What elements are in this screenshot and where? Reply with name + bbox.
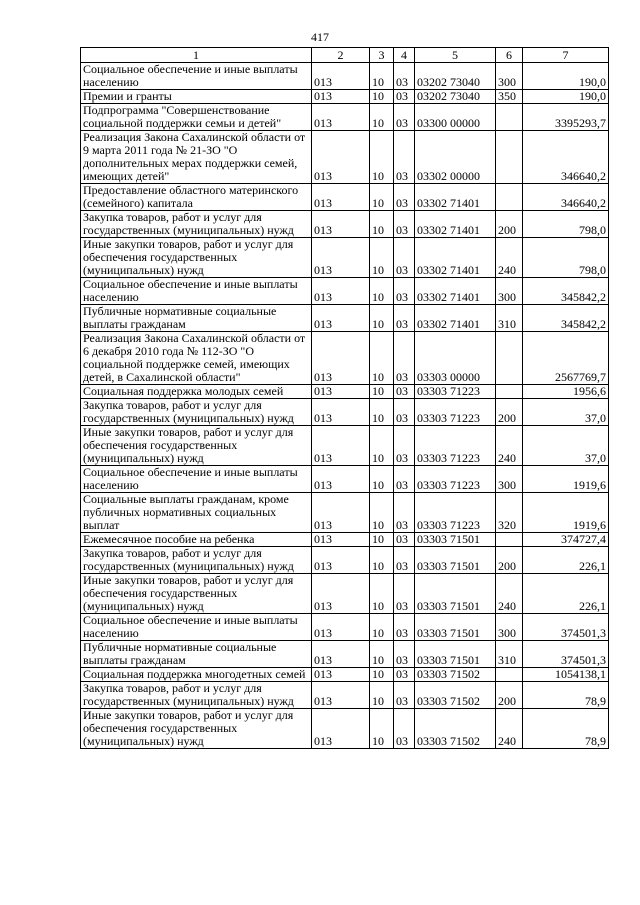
row-target-article: 03303 71223 [415,399,496,426]
table-row [81,547,609,574]
row-admin-code: 013 [312,305,370,332]
row-name: Премии и гранты [81,90,312,104]
row-target-article: 03302 71401 [415,211,496,238]
row-expense-type [496,533,523,547]
row-target-article: 03302 71401 [415,278,496,305]
row-target-article: 03302 71401 [415,238,496,278]
row-section: 10 [370,211,394,238]
row-admin-code: 013 [312,104,370,131]
header-row [81,48,609,63]
row-subsection: 03 [394,574,415,614]
row-subsection: 03 [394,238,415,278]
row-target-article: 03303 71223 [415,466,496,493]
row-amount: 1919,6 [523,466,609,493]
row-amount: 374501,3 [523,641,609,668]
table-row [81,104,609,131]
row-section: 10 [370,184,394,211]
row-target-article: 03303 71501 [415,574,496,614]
row-admin-code: 013 [312,533,370,547]
table-row [81,641,609,668]
row-section: 10 [370,682,394,709]
row-name: Иные закупки товаров, работ и услуг для обеспечения государственных (муниципальных) нужд [81,238,312,278]
row-section: 10 [370,238,394,278]
row-section: 10 [370,641,394,668]
row-subsection: 03 [394,385,415,399]
row-amount: 37,0 [523,426,609,466]
row-expense-type: 320 [496,493,523,533]
row-name: Социальное обеспечение и иные выплаты населению [81,466,312,493]
row-section: 10 [370,104,394,131]
row-name: Реализация Закона Сахалинской области от 6 декабря 2010 года № 112-ЗО "О социальной поддержке семей, имеющих детей, в Сахалинской области" [81,332,312,385]
row-amount: 345842,2 [523,305,609,332]
row-subsection: 03 [394,211,415,238]
row-admin-code: 013 [312,238,370,278]
row-admin-code: 013 [312,614,370,641]
row-expense-type [496,104,523,131]
table-row [81,493,609,533]
table-row [81,238,609,278]
table-row [81,668,609,682]
row-target-article: 03202 73040 [415,90,496,104]
row-target-article: 03300 00000 [415,104,496,131]
row-section: 10 [370,399,394,426]
table-row [81,305,609,332]
row-amount: 2567769,7 [523,332,609,385]
row-admin-code: 013 [312,426,370,466]
row-admin-code: 013 [312,574,370,614]
row-expense-type: 300 [496,278,523,305]
col-header-target: 5 [415,48,496,63]
row-expense-type: 200 [496,399,523,426]
row-name: Иные закупки товаров, работ и услуг для обеспечения государственных (муниципальных) нужд [81,709,312,749]
row-admin-code: 013 [312,90,370,104]
row-subsection: 03 [394,305,415,332]
row-expense-type [496,385,523,399]
table-row [81,332,609,385]
row-expense-type [496,332,523,385]
row-expense-type: 240 [496,426,523,466]
row-section: 10 [370,547,394,574]
row-name: Ежемесячное пособие на ребенка [81,533,312,547]
page-number: 417 [311,30,329,44]
row-admin-code: 013 [312,466,370,493]
row-name: Социальные выплаты гражданам, кроме публичных нормативных социальных выплат [81,493,312,533]
row-amount: 374727,4 [523,533,609,547]
row-expense-type: 310 [496,641,523,668]
row-amount: 226,1 [523,574,609,614]
row-admin-code: 013 [312,493,370,533]
row-admin-code: 013 [312,641,370,668]
row-amount: 78,9 [523,709,609,749]
row-section: 10 [370,305,394,332]
row-target-article: 03202 73040 [415,63,496,90]
row-admin-code: 013 [312,385,370,399]
row-expense-type: 350 [496,90,523,104]
row-subsection: 03 [394,466,415,493]
row-amount: 798,0 [523,211,609,238]
row-name: Закупка товаров, работ и услуг для государственных (муниципальных) нужд [81,399,312,426]
row-target-article: 03303 71223 [415,426,496,466]
row-target-article: 03302 00000 [415,131,496,184]
row-expense-type [496,668,523,682]
row-subsection: 03 [394,63,415,90]
row-name: Закупка товаров, работ и услуг для государственных (муниципальных) нужд [81,547,312,574]
col-header-name: 1 [81,48,312,63]
budget-table [80,47,609,749]
table-row [81,426,609,466]
row-target-article: 03303 71502 [415,709,496,749]
row-name: Публичные нормативные социальные выплаты гражданам [81,641,312,668]
table-row [81,63,609,90]
row-subsection: 03 [394,709,415,749]
row-name: Иные закупки товаров, работ и услуг для обеспечения государственных (муниципальных) нужд [81,574,312,614]
row-amount: 346640,2 [523,131,609,184]
row-name: Социальное обеспечение и иные выплаты населению [81,63,312,90]
row-section: 10 [370,332,394,385]
row-amount: 1919,6 [523,493,609,533]
row-amount: 798,0 [523,238,609,278]
row-name: Социальное обеспечение и иные выплаты населению [81,278,312,305]
row-admin-code: 013 [312,184,370,211]
row-subsection: 03 [394,90,415,104]
table-row [81,574,609,614]
table-row [81,533,609,547]
row-expense-type: 200 [496,211,523,238]
row-target-article: 03303 71501 [415,641,496,668]
row-admin-code: 013 [312,668,370,682]
col-header-subsection: 4 [394,48,415,63]
table-row [81,131,609,184]
row-target-article: 03303 71501 [415,614,496,641]
col-header-type: 6 [496,48,523,63]
row-target-article: 03303 71502 [415,682,496,709]
row-target-article: 03302 71401 [415,305,496,332]
table-row [81,211,609,238]
row-section: 10 [370,668,394,682]
row-amount: 190,0 [523,90,609,104]
row-amount: 374501,3 [523,614,609,641]
row-amount: 226,1 [523,547,609,574]
row-subsection: 03 [394,131,415,184]
row-admin-code: 013 [312,278,370,305]
row-subsection: 03 [394,547,415,574]
row-target-article: 03303 71223 [415,385,496,399]
row-amount: 3395293,7 [523,104,609,131]
row-target-article: 03303 71501 [415,533,496,547]
row-expense-type [496,184,523,211]
row-expense-type: 200 [496,682,523,709]
row-section: 10 [370,90,394,104]
row-admin-code: 013 [312,682,370,709]
row-subsection: 03 [394,426,415,466]
row-amount: 190,0 [523,63,609,90]
row-admin-code: 013 [312,332,370,385]
row-amount: 1956,6 [523,385,609,399]
row-subsection: 03 [394,399,415,426]
row-expense-type: 300 [496,614,523,641]
row-section: 10 [370,385,394,399]
row-subsection: 03 [394,278,415,305]
row-amount: 78,9 [523,682,609,709]
row-name: Реализация Закона Сахалинской области от 9 марта 2011 года № 21-ЗО "О дополнительных мерах поддержки семей, имеющих детей" [81,131,312,184]
row-amount: 346640,2 [523,184,609,211]
row-expense-type: 200 [496,547,523,574]
row-amount: 37,0 [523,399,609,426]
row-expense-type: 310 [496,305,523,332]
row-name: Подпрограмма "Совершенствование социальной поддержки семьи и детей" [81,104,312,131]
table-row [81,682,609,709]
table-row [81,614,609,641]
row-section: 10 [370,63,394,90]
row-section: 10 [370,533,394,547]
row-name: Социальная поддержка многодетных семей [81,668,312,682]
row-subsection: 03 [394,493,415,533]
row-expense-type: 240 [496,709,523,749]
row-subsection: 03 [394,614,415,641]
col-header-admin: 2 [312,48,370,63]
row-amount: 1054138,1 [523,668,609,682]
row-expense-type [496,131,523,184]
row-name: Публичные нормативные социальные выплаты гражданам [81,305,312,332]
row-expense-type: 240 [496,574,523,614]
row-subsection: 03 [394,533,415,547]
row-subsection: 03 [394,668,415,682]
row-section: 10 [370,131,394,184]
row-expense-type: 240 [496,238,523,278]
table-row [81,466,609,493]
row-target-article: 03303 71502 [415,668,496,682]
table-row [81,278,609,305]
row-subsection: 03 [394,682,415,709]
row-section: 10 [370,426,394,466]
row-expense-type: 300 [496,466,523,493]
row-name: Закупка товаров, работ и услуг для государственных (муниципальных) нужд [81,682,312,709]
row-name: Предоставление областного материнского (семейного) капитала [81,184,312,211]
col-header-section: 3 [370,48,394,63]
row-name: Социальное обеспечение и иные выплаты населению [81,614,312,641]
row-section: 10 [370,493,394,533]
row-admin-code: 013 [312,547,370,574]
row-subsection: 03 [394,641,415,668]
row-name: Иные закупки товаров, работ и услуг для обеспечения государственных (муниципальных) нужд [81,426,312,466]
row-admin-code: 013 [312,399,370,426]
row-subsection: 03 [394,184,415,211]
row-target-article: 03303 71223 [415,493,496,533]
row-name: Закупка товаров, работ и услуг для государственных (муниципальных) нужд [81,211,312,238]
row-section: 10 [370,466,394,493]
row-admin-code: 013 [312,131,370,184]
row-section: 10 [370,278,394,305]
row-target-article: 03302 71401 [415,184,496,211]
row-admin-code: 013 [312,63,370,90]
table-row [81,709,609,749]
row-amount: 345842,2 [523,278,609,305]
row-target-article: 03303 00000 [415,332,496,385]
row-target-article: 03303 71501 [415,547,496,574]
table-row [81,184,609,211]
row-section: 10 [370,574,394,614]
row-subsection: 03 [394,104,415,131]
row-name: Социальная поддержка молодых семей [81,385,312,399]
row-subsection: 03 [394,332,415,385]
col-header-amount: 7 [523,48,609,63]
table-row [81,90,609,104]
row-section: 10 [370,614,394,641]
row-admin-code: 013 [312,211,370,238]
table-row [81,385,609,399]
row-admin-code: 013 [312,709,370,749]
row-section: 10 [370,709,394,749]
row-expense-type: 300 [496,63,523,90]
table-row [81,399,609,426]
